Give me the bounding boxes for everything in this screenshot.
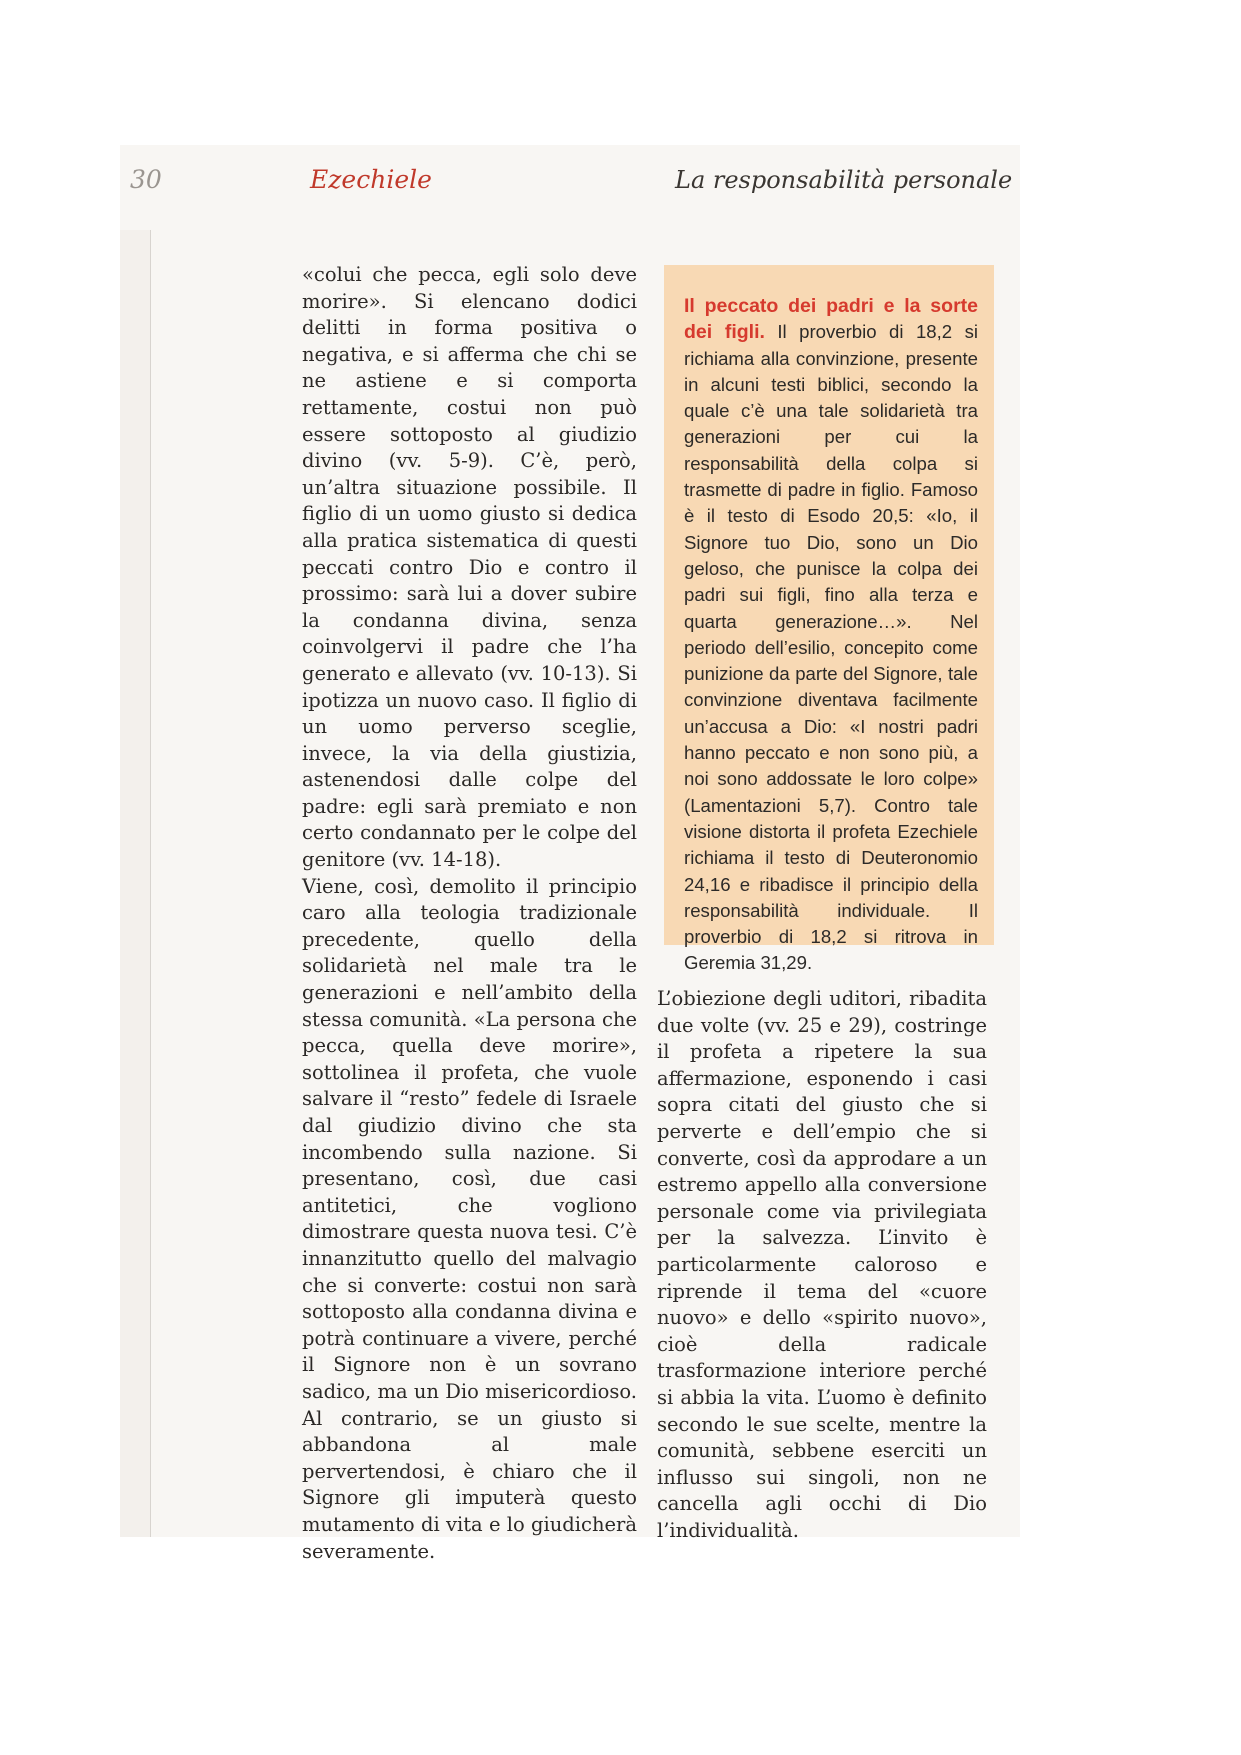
right-paragraph: L’obiezione degli uditori, ribadita due volte (vv. 25 e 29), costringe il profeta a ripetere la sua affermazione, esponendo i casi sopra citati del giusto che si perverte e dell’empio che si converte, così da approdare a un estremo appello alla conversione personale come via privilegiata per la salvezza. L’invito è particolarmente caloroso e riprende il tema del «cuore nuovo» e dello «spirito nuovo», cioè della radicale trasformazione interiore perché si abbia la vita. L’uomo è definito secondo le sue scelte, mentre la comunità, sebbene eserciti un influsso sui singoli, non ne cancella agli occhi di Dio l’individualità. bbox=[657, 987, 987, 1542]
section-title: La responsabilità personale bbox=[675, 166, 1013, 194]
sidebar-paragraph bbox=[684, 293, 978, 977]
left-paragraph-1: «colui che pecca, egli solo deve morire». Si elencano dodici delitti in forma positiva o negativa, e si afferma che chi se ne astiene e si comporta rettamente, costui non può essere sottoposto al giudizio divino (vv. 5-9). C’è, però, un’altra situazione possibile. Il figlio di un uomo giusto si dedica alla pratica sistematica di questi peccati contro Dio e contro il prossimo: sarà lui a dover subire la condanna divina, senza coinvolgervi il padre che l’ha generato e allevato (vv. 10-13). Si ipotizza un nuovo caso. Il figlio di un uomo perverso sceglie, invece, la via della giustizia, astenendosi dalle colpe del padre: egli sarà premiato e non certo condannato per le colpe del genitore (vv. 14-18). bbox=[302, 263, 637, 872]
left-paragraph-2: Viene, così, demolito il principio caro alla teologia tradizionale precedente, quello della solidarietà nel male tra le generazioni e nell’ambito della stessa comunità. «La persona che pecca, quella deve morire», sottolinea il profeta, che vuole salvare il “resto” fedele di Israele dal giudizio divino che sta incombendo sulla nazione. Si presentano, così, due casi antitetici, che vogliono dimostrare questa nuova tesi. C’è innanzitutto quello del malvagio che si converte: costui non sarà sottoposto alla condanna divina e potrà continuare a vivere, perché il Signore non è un sovrano sadico, ma un Dio misericordioso. Al contrario, se un giusto si abbandona al male pervertendosi, è chiaro che il Signore gli imputerà questo mutamento di vita e lo giudicherà severamente. bbox=[302, 874, 637, 1563]
left-column bbox=[302, 262, 637, 1565]
sidebar-heading: Il peccato dei padri e la sorte dei figli. bbox=[684, 295, 978, 344]
sidebar-body: Il proverbio di 18,2 si richiama alla convinzione, presente in alcuni testi biblici, secondo la quale c’è una tale solidarietà tra generazioni per cui la responsabilità della colpa si trasmette di padre in figlio. Famoso è il testo di Esodo 20,5: «Io, il Signore tuo Dio, sono un Dio geloso, che punisce la colpa dei padri sui figli, fino alla terza e quarta generazione…». Nel periodo dell’esilio, concepito come punizione da parte del Signore, tale convinzione diventava facilmente un’accusa a Dio: «I nostri padri hanno peccato e non sono più, a noi sono addossate le loro colpe» (Lamentazioni 5,7). Contro tale visione distorta il profeta Ezechiele richiama il testo di Deuteronomio 24,16 e ribadisce il principio della responsabilità individuale. Il proverbio di 18,2 si ritrova in Geremia 31,29. bbox=[684, 321, 978, 974]
facing-page-bleed bbox=[120, 230, 151, 1537]
sidebar-box bbox=[664, 265, 994, 974]
running-title: Ezechiele bbox=[310, 165, 432, 194]
right-column bbox=[657, 986, 987, 1544]
page-number: 30 bbox=[130, 165, 162, 194]
